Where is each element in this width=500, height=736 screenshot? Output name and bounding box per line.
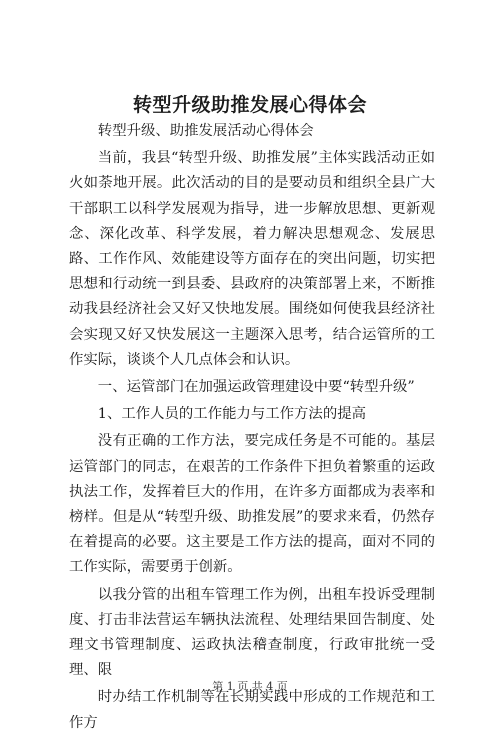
document-title: 转型升级助推发展心得体会 — [132, 94, 367, 116]
body-paragraph: 以我分管的出租车管理工作为例，出租车投诉受理制度、打击非法营运车辆执法流程、处理结果回告制度、处理文书管理制度、运政执法稽查制度，行政审批统一受理、限 — [69, 586, 435, 679]
document-body — [69, 119, 435, 736]
body-paragraph: 时办结工作机制等在长期实践中形成的工作规范和工作方 — [69, 689, 435, 731]
page-number-footer: 第 1 页 共 4 页 — [212, 680, 288, 693]
body-paragraph: 没有正确的工作方法，要完成任务是不可能的。基层运管部门的同志，在艰苦的工作条件下担负着繁重的运政执法工作，发挥着巨大的作用，在许多方面都成为表率和榜样。但是从“转型升级、助推发展”的要求来看，仍然存在着提高的必要。这主要是工作方法的提高，面对不同的工作实际，需要勇于创新。 — [69, 433, 435, 576]
subsection-heading: 1、工作人员的工作能力与工作方法的提高 — [97, 406, 366, 423]
body-paragraph: 当前，我县“转型升级、助推发展”主体实践活动正如火如荼地开展。此次活动的目的是要动员和组织全县广大干部职工以科学发展观为指导，进一步解放思想、更新观念、深化改革、科学发展，着力解决思想观念、发展思路、工作作风、效能建设等方面存在的突出问题，切实把思想和行动统一到县委、县政府的决策部署上来，不断推动我县经济社会又好又快地发展。围绕如何使我县经济社会实现又好又快发展这一主题深入思考，结合运管所的工作实际，谈谈个人几点体会和认识。 — [69, 150, 435, 368]
subtitle-paragraph: 转型升级、助推发展活动心得体会 — [97, 123, 314, 139]
section-heading: 一、运管部门在加强运政管理建设中要“转型升级” — [97, 379, 415, 396]
